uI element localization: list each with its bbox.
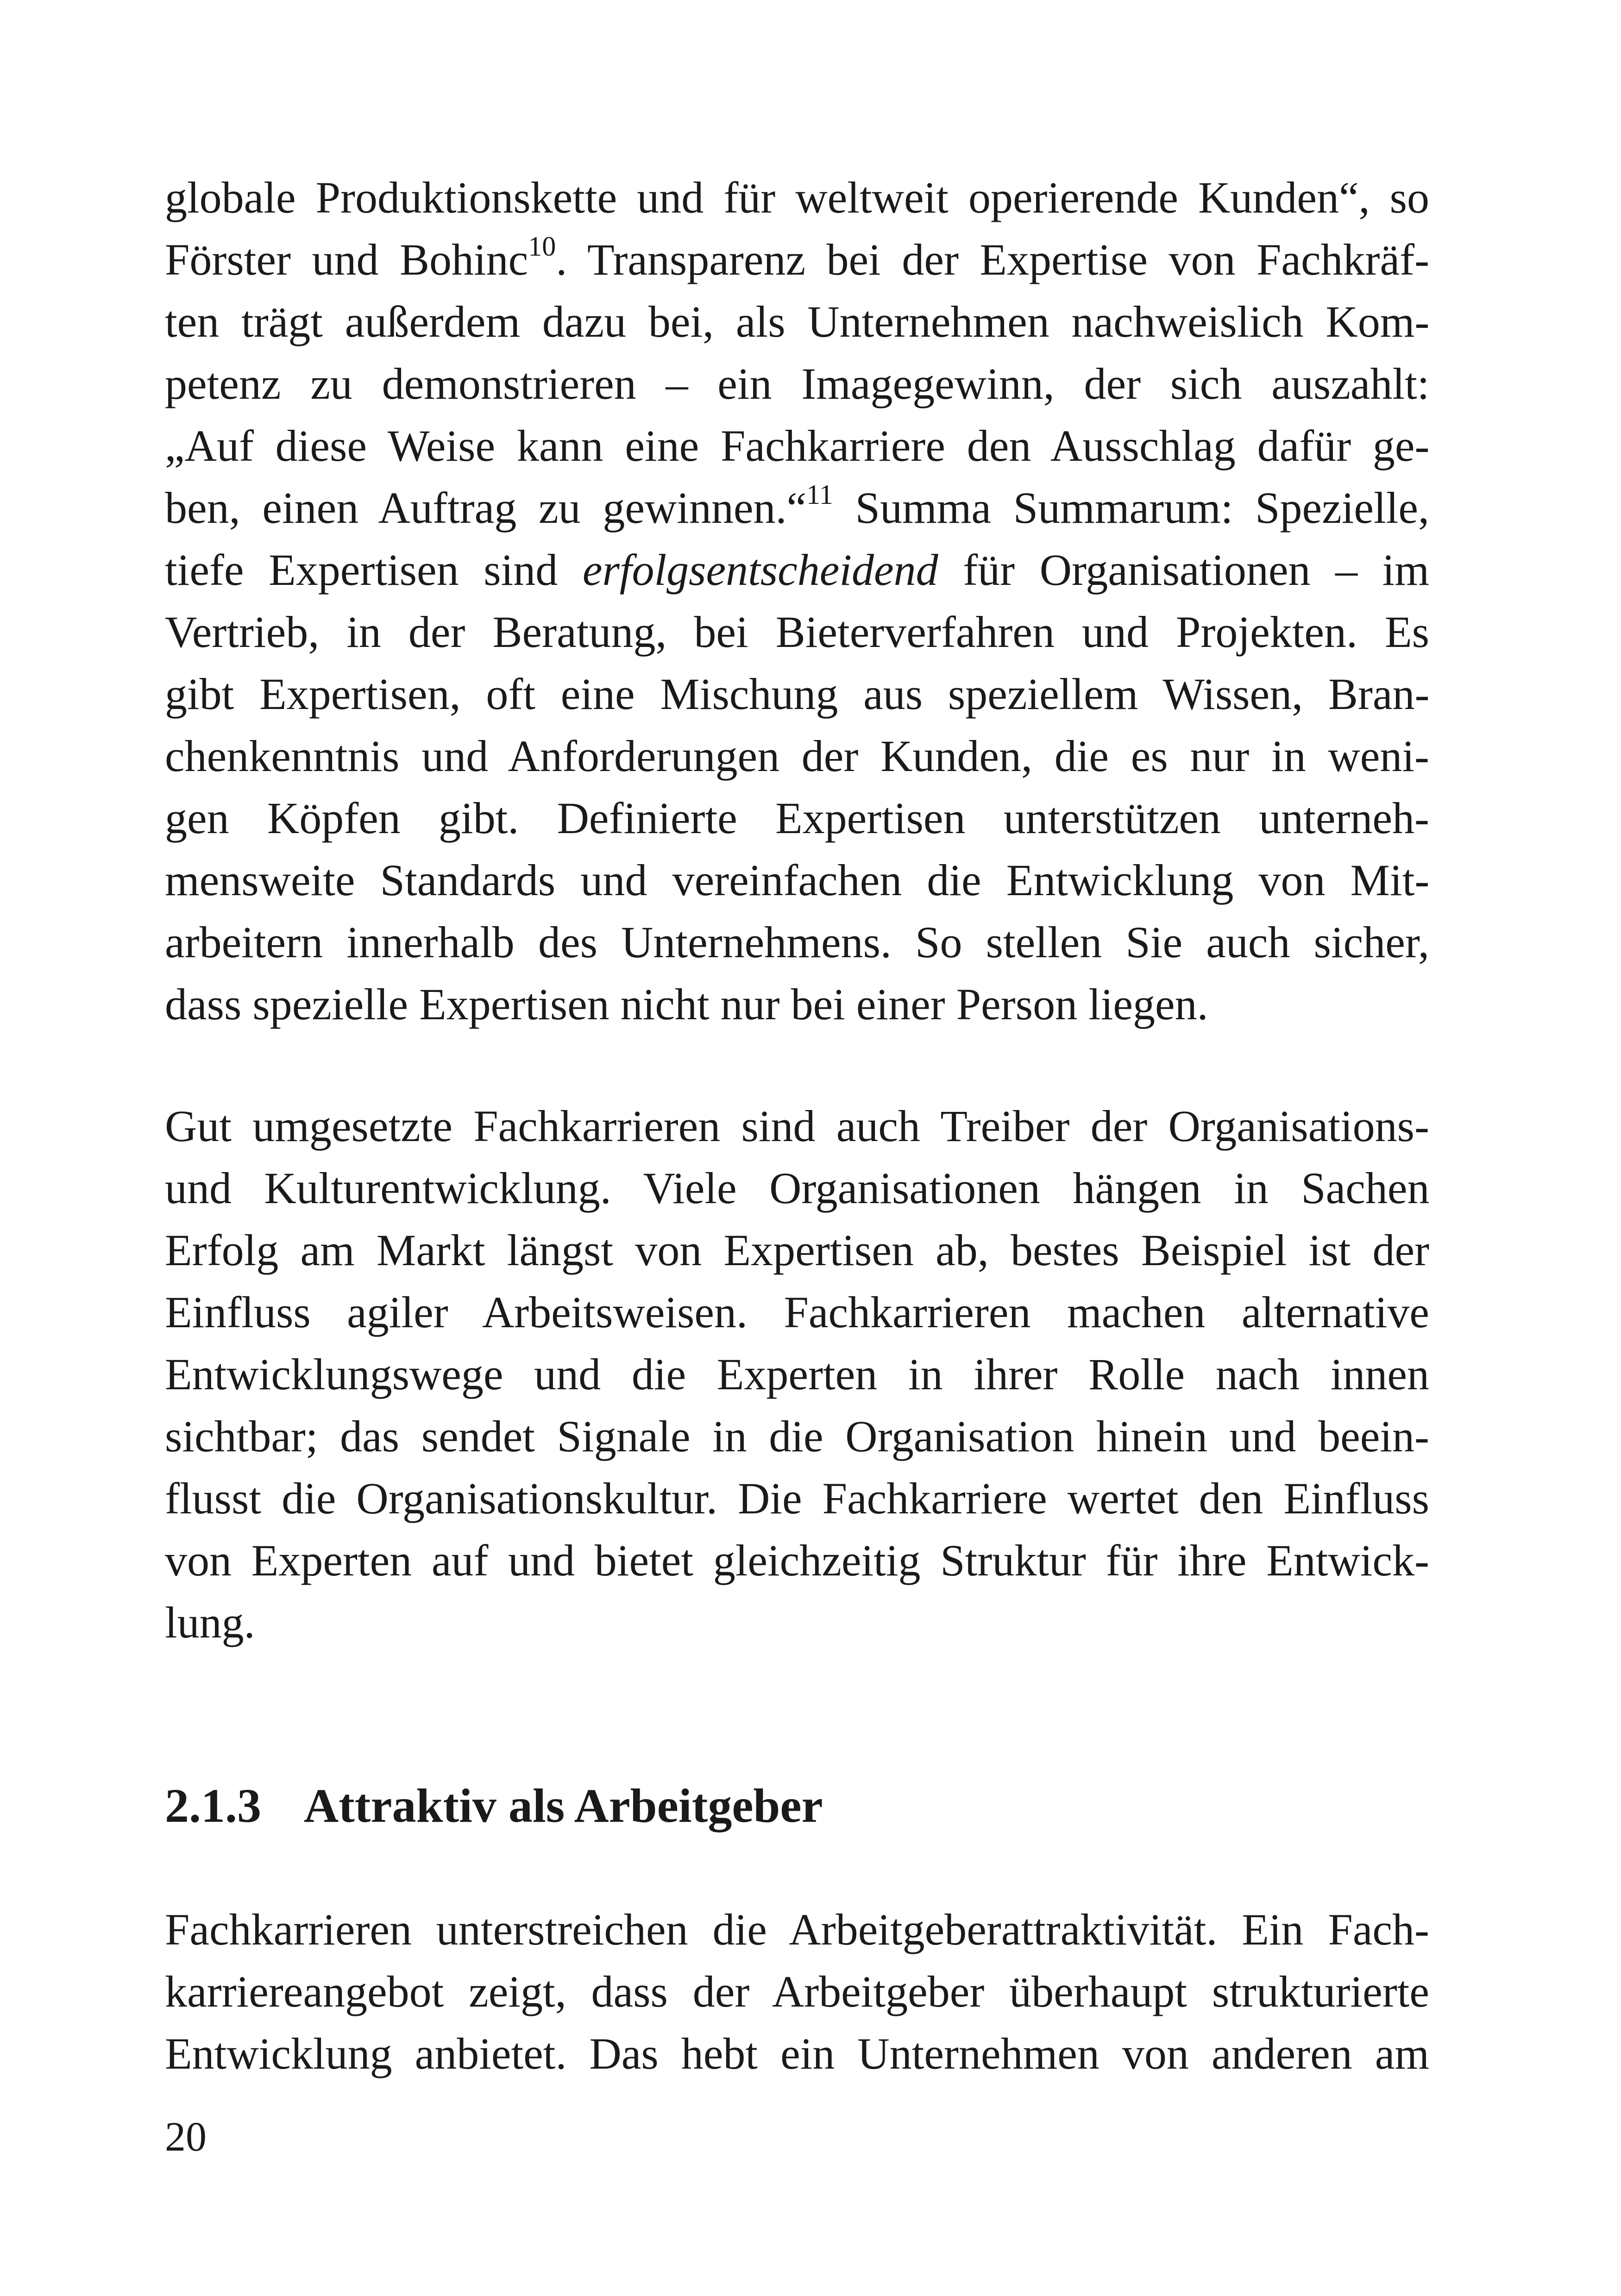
text-line: ten trägt außerdem dazu bei, als Unternehmen nachweislich Kom- xyxy=(165,297,1430,346)
text-line: Vertrieb, in der Beratung, bei Bieterverfahren und Projekten. Es xyxy=(165,607,1429,657)
text-line: petenz zu demonstrieren – ein Imagegewinn, der sich auszahlt: xyxy=(165,359,1430,408)
text-line: arbeitern innerhalb des Unternehmens. So stellen Sie auch sicher, xyxy=(165,917,1429,967)
text-line: ben, einen Auftrag zu gewinnen.“$^{11}$ Summa Summarum: Spezielle, xyxy=(165,479,1429,533)
text-line: Entwicklungswege und die Experten in ihrer Rolle nach innen xyxy=(165,1349,1429,1399)
paragraph-employer xyxy=(165,1899,1429,2085)
text-line: Einfluss agiler Arbeitsweisen. Fachkarrieren machen alternative xyxy=(165,1287,1429,1337)
section-title: Attraktiv als Arbeitgeber xyxy=(304,1779,823,1832)
text-line: mensweite Standards und vereinfachen die Entwicklung von Mit- xyxy=(165,855,1430,905)
text-line: gen Köpfen gibt. Definierte Expertisen unterstützen unterneh- xyxy=(165,793,1429,843)
footnote-ref-11[interactable]: 11 xyxy=(806,479,833,510)
text-line: Gut umgesetzte Fachkarrieren sind auch Treiber der Organisations- xyxy=(165,1101,1429,1151)
text-line: chenkenntnis und Anforderungen der Kunden, die es nur in weni- xyxy=(165,731,1429,781)
text-line: von Experten auf und bietet gleichzeitig Struktur für ihre Entwick- xyxy=(165,1536,1429,1585)
text-line: „Auf diese Weise kann eine Fachkarriere den Ausschlag dafür ge- xyxy=(165,421,1430,470)
paragraph-culture xyxy=(165,1095,1429,1654)
text-line: lung. xyxy=(165,1598,255,1647)
text-line: sichtbar; das sendet Signale in die Organisation hinein und beein- xyxy=(165,1411,1429,1461)
section-heading xyxy=(165,1776,823,1836)
text-line: und Kulturentwicklung. Viele Organisationen hängen in Sachen xyxy=(165,1163,1430,1213)
emphasis: erfolgsentscheidend xyxy=(582,545,938,595)
section-number: 2.1.3 xyxy=(165,1779,261,1832)
page-number: 20 xyxy=(165,2114,207,2160)
text-line: gibt Expertisen, oft eine Mischung aus speziellem Wissen, Bran- xyxy=(165,669,1430,719)
text-line: globale Produktionskette und für weltweit operierende Kunden“, so xyxy=(165,173,1429,222)
paragraph-expertise xyxy=(165,167,1429,1035)
text-line: karriereangebot zeigt, dass der Arbeitgeber überhaupt strukturierte xyxy=(165,1967,1429,2016)
text-line: Entwicklung anbietet. Das hebt ein Unternehmen von anderen am xyxy=(165,2029,1429,2078)
footnote-ref-10[interactable]: 10 xyxy=(528,231,556,262)
text-line: dass spezielle Expertisen nicht nur bei einer Person liegen. xyxy=(165,979,1208,1029)
text-line: Erfolg am Markt längst von Expertisen ab, bestes Beispiel ist der xyxy=(165,1225,1430,1275)
text-line: Fachkarrieren unterstreichen die Arbeitgeberattraktivität. Ein Fach- xyxy=(165,1905,1429,1954)
text-line: Förster und Bohinc$^{10}$. Transparenz bei der Expertise von Fachkräf- xyxy=(165,231,1430,284)
text-line: flusst die Organisationskultur. Die Fachkarriere wertet den Einfluss xyxy=(165,1474,1429,1523)
text-line: tiefe Expertisen sind erfolgsentscheidend für Organisationen – im xyxy=(165,545,1429,595)
